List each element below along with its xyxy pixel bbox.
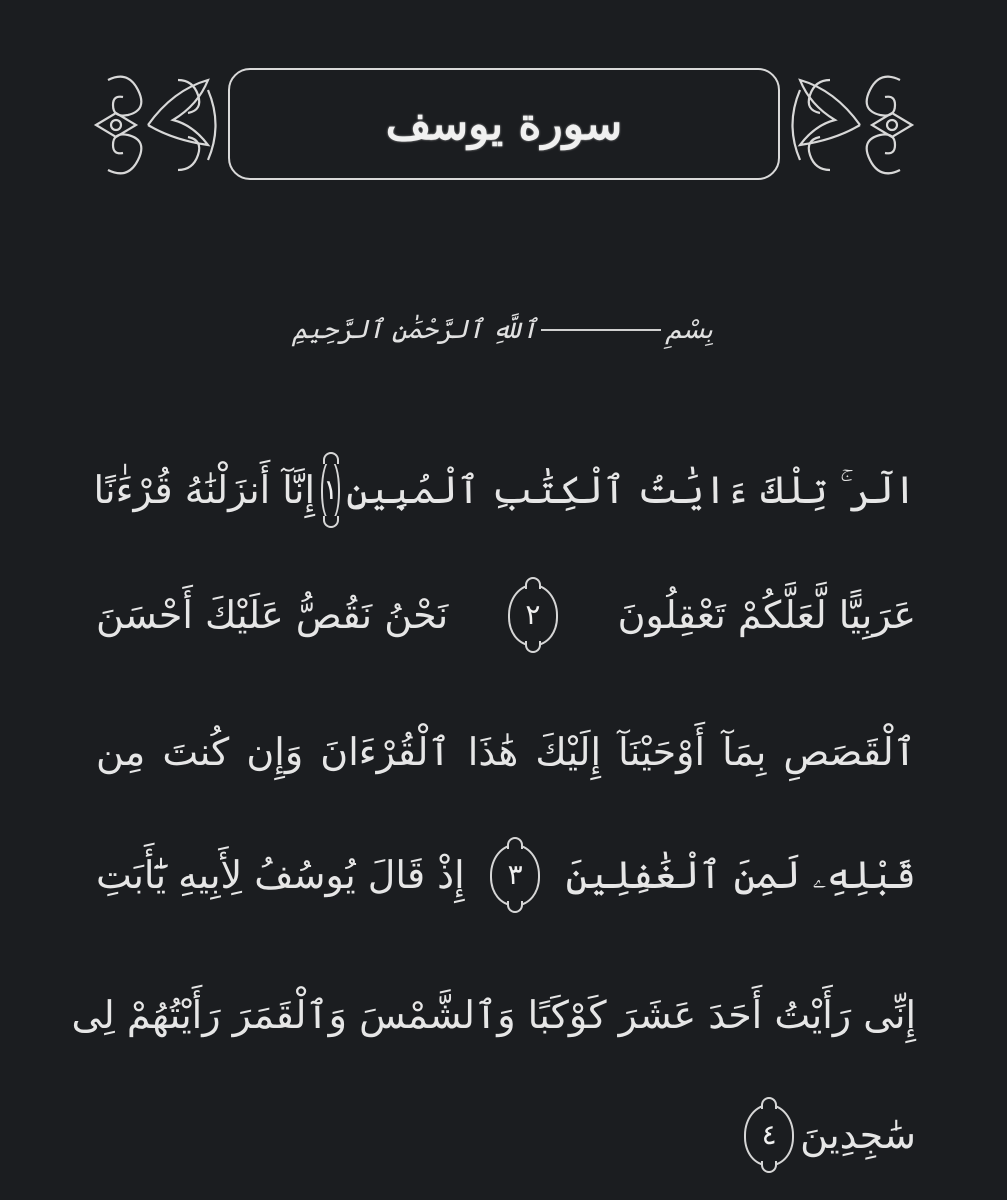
basmala-end: ٱللَّهِ ٱلرَّحْمَٰنِ ٱلرَّحِيمِ	[292, 315, 538, 345]
verse-text: نَحْنُ نَقُصُّ عَلَيْكَ أَحْسَنَ	[96, 593, 449, 637]
verse-line-2	[96, 575, 916, 655]
verse-text: ٱلْقَصَصِ بِمَآ أَوْحَيْنَآ إِلَيْكَ هَٰذَا ٱلْقُرْءَانَ وَإِن كُنتَ مِن	[96, 730, 916, 774]
ayah-number-marker: ٣	[490, 844, 540, 906]
verse-text: إِنَّآ أَنزَلْنَٰهُ قُرْءَٰنًا	[93, 468, 316, 512]
surah-header	[88, 60, 920, 190]
verse-text: عَرَبِيًّا لَّعَلَّكُمْ تَعْقِلُونَ	[617, 593, 916, 637]
ayah-number-marker: ٤	[744, 1104, 794, 1166]
basmala-kashida	[541, 329, 661, 331]
title-frame	[228, 68, 780, 180]
basmala-start: بِسْمِ	[665, 315, 713, 345]
verse-text: قَبْلِهِۦ لَمِنَ ٱلْغَٰفِلِينَ	[565, 853, 916, 897]
verse-line-1	[93, 450, 916, 530]
ayah-number-marker: ١	[321, 459, 340, 521]
ayah-number-marker: ٢	[508, 584, 558, 646]
surah-title: سورة يوسف	[385, 98, 623, 150]
basmala	[270, 300, 735, 360]
verse-line-4	[96, 835, 916, 915]
right-ornament-icon	[780, 60, 920, 190]
verse-text: إِذْ قَالَ يُوسُفُ لِأَبِيهِ يَٰٓأَبَتِ	[96, 853, 465, 897]
verse-text: سَٰجِدِينَ	[800, 1113, 916, 1157]
verse-text: الٓر ۚ تِلْكَ ءَايَٰتُ ٱلْكِتَٰبِ ٱلْمُبِينِ	[346, 468, 916, 512]
verse-line-6	[96, 1095, 916, 1175]
verse-line-5	[71, 975, 916, 1055]
verse-line-3	[96, 712, 916, 792]
left-ornament-icon	[88, 60, 228, 190]
verse-text: إِنِّى رَأَيْتُ أَحَدَ عَشَرَ كَوْكَبًا وَٱلشَّمْسَ وَٱلْقَمَرَ رَأَيْتُهُمْ لِى	[71, 993, 916, 1037]
